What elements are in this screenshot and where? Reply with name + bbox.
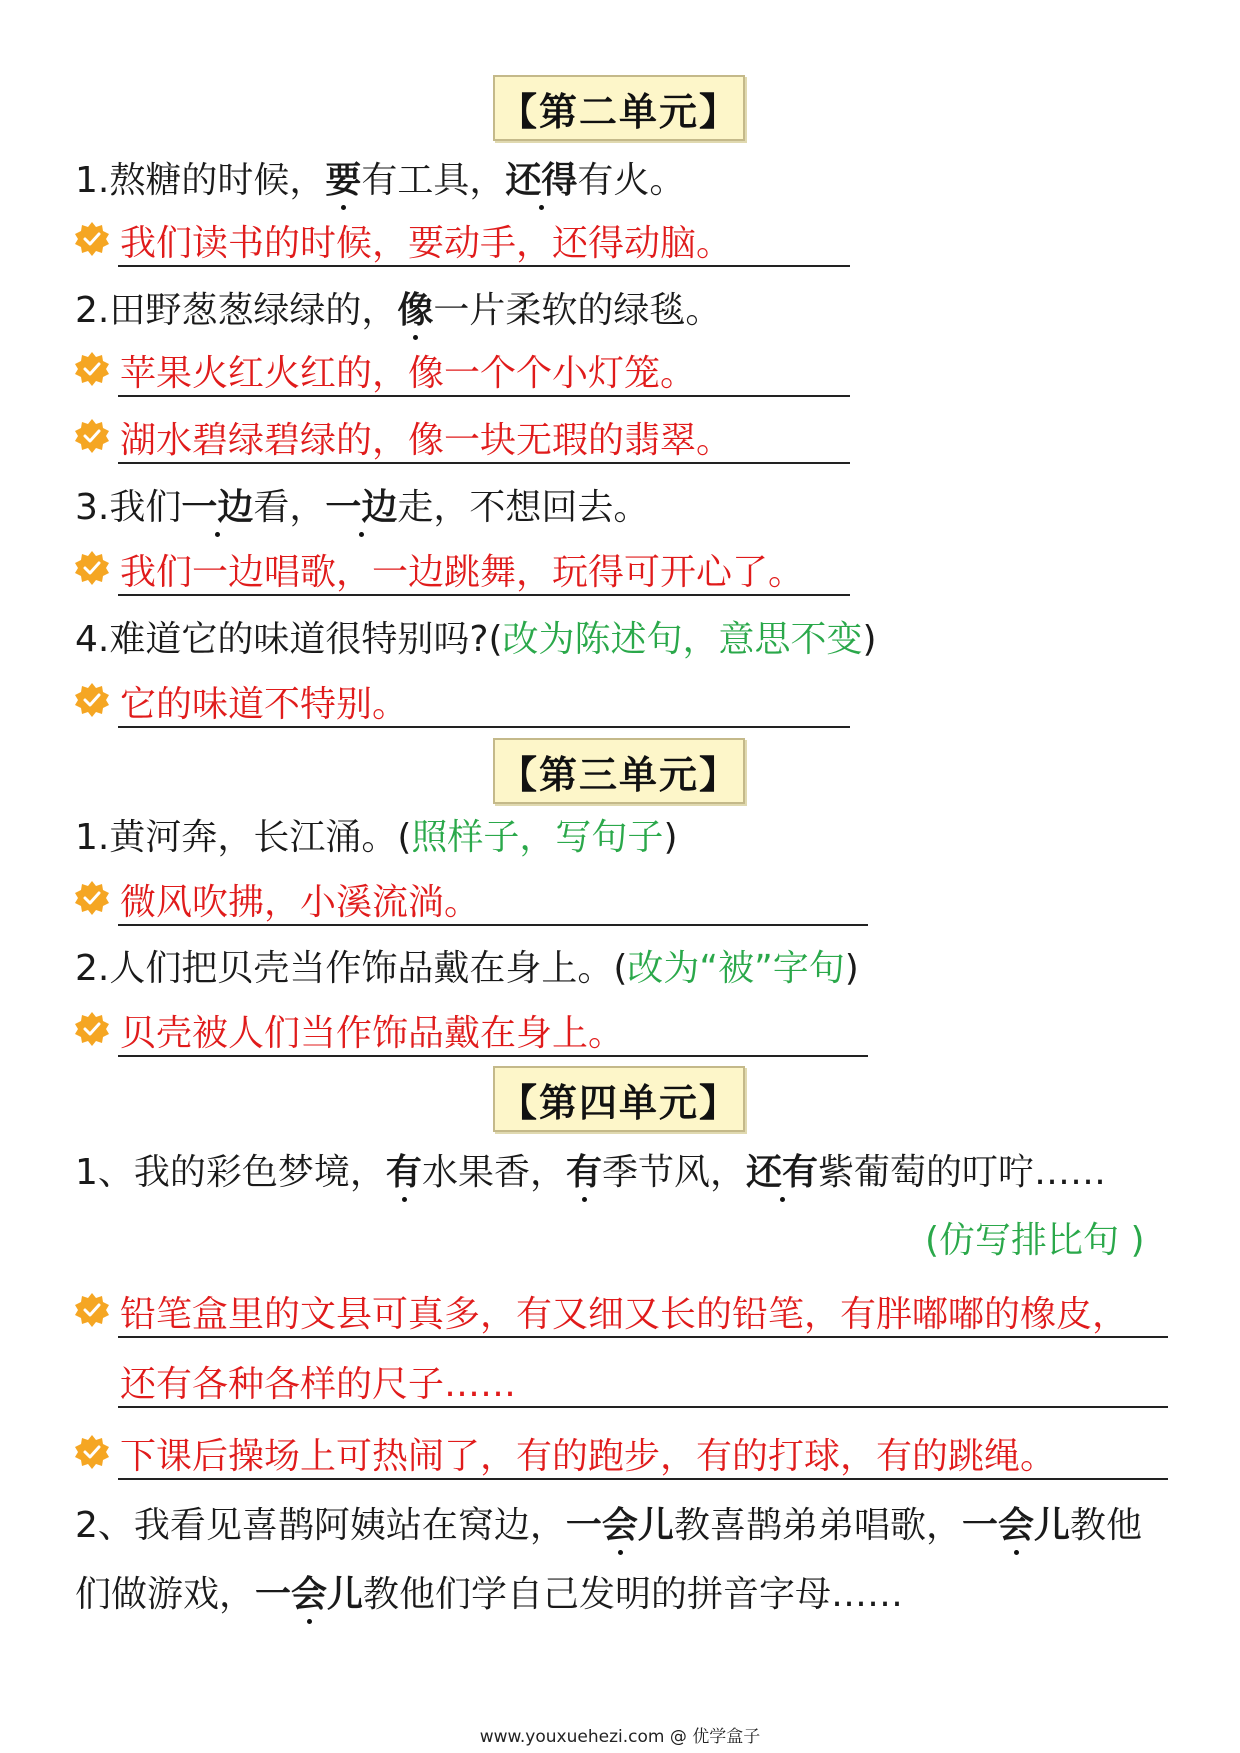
- u3-q1-hint: 照样子，写句子: [411, 817, 664, 858]
- u3-question-1: 1.黄河奔，长江涌。(照样子，写句子): [75, 817, 678, 858]
- check-badge-icon: [74, 1011, 110, 1047]
- answer-underline: [118, 462, 850, 464]
- answer-underline: [118, 924, 868, 926]
- u2-question-2: 2.田野葱葱绿绿的，像一片柔软的绿毯。: [75, 288, 721, 334]
- u2-question-3: 3.我们一边看，一边走，不想回去。: [75, 485, 649, 531]
- u3-question-2: 2.人们把贝壳当作饰品戴在身上。(改为“被”字句): [75, 948, 859, 989]
- u4-answer-1-line-1: 铅笔盒里的文县可真多，有又细又长的铅笔，有胖嘟嘟的橡皮，: [120, 1294, 1129, 1335]
- u2-answer-1: 我们读书的时候，要动手，还得动脑。: [120, 223, 733, 264]
- check-badge-icon: [74, 351, 110, 387]
- answer-underline: [118, 395, 850, 397]
- check-badge-icon: [74, 550, 110, 586]
- check-badge-icon: [74, 221, 110, 257]
- answer-underline: [118, 1336, 1168, 1338]
- unit-3-title: 【第三单元】: [493, 738, 745, 804]
- check-badge-icon: [74, 1434, 110, 1470]
- footer-watermark: www.youxuehezi.com @ 优学盒子: [479, 1727, 761, 1747]
- answer-underline: [118, 1406, 1168, 1408]
- answer-underline: [118, 726, 850, 728]
- u4-question-2: 2、我看见喜鹊阿姨站在窝边，一会儿教喜鹊弟弟唱歌，一会儿教他: [75, 1503, 1142, 1549]
- u2-question-1: 1.熬糖的时候，要有工具，还得有火。: [75, 158, 685, 204]
- answer-underline: [118, 1478, 1168, 1480]
- unit-4-title: 【第四单元】: [493, 1066, 745, 1132]
- u2-answer-3: 湖水碧绿碧绿的，像一块无瑕的翡翠。: [120, 420, 733, 461]
- u4-q1-hint: (仿写排比句 ): [925, 1220, 1145, 1261]
- check-badge-icon: [74, 682, 110, 718]
- u2-answer-5: 它的味道不特别。: [120, 684, 409, 725]
- u4-answer-2: 下课后操场上可热闹了，有的跑步，有的打球，有的跳绳。: [120, 1436, 1057, 1477]
- unit-2-title: 【第二单元】: [493, 75, 745, 141]
- u4-answer-1-line-2: 还有各种各样的尺子……: [120, 1364, 517, 1405]
- u4-question-2-line-2: 们做游戏，一会儿教他们学自己发明的拼音字母……: [75, 1572, 903, 1618]
- u3-answer-1: 微风吹拂，小溪流淌。: [120, 882, 481, 923]
- answer-underline: [118, 594, 850, 596]
- u2-answer-2: 苹果火红火红的，像一个个小灯笼。: [120, 353, 697, 394]
- u3-answer-2: 贝壳被人们当作饰品戴在身上。: [120, 1013, 625, 1054]
- check-badge-icon: [74, 418, 110, 454]
- check-badge-icon: [74, 1292, 110, 1328]
- u2-q4-hint: 改为陈述句，意思不变: [502, 619, 863, 660]
- u4-question-1: 1、我的彩色梦境，有水果香，有季节风，还有紫葡萄的叮咛……: [75, 1150, 1106, 1196]
- u3-q2-hint: 改为“被”字句: [627, 948, 845, 989]
- answer-underline: [118, 1055, 868, 1057]
- check-badge-icon: [74, 880, 110, 916]
- u2-answer-4: 我们一边唱歌，一边跳舞，玩得可开心了。: [120, 552, 805, 593]
- u2-question-4: 4.难道它的味道很特别吗?(改为陈述句，意思不变): [75, 619, 877, 660]
- answer-underline: [118, 265, 850, 267]
